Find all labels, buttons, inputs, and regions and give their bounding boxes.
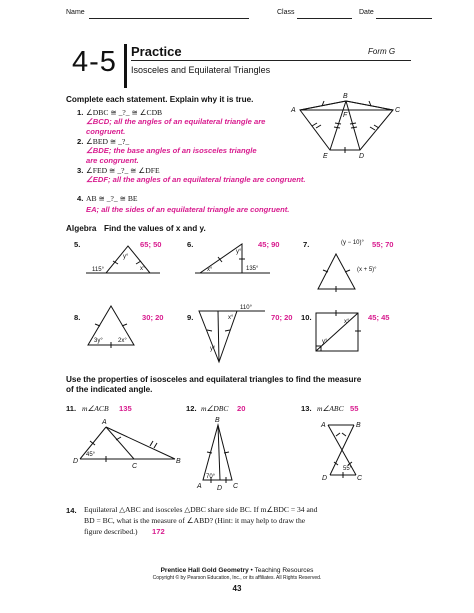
footer-title: Prentice Hall Gold Geometry: [160, 567, 249, 574]
algebra-instruction: Find the values of x and y.: [104, 224, 206, 233]
angle-label: x°: [140, 266, 146, 272]
item-statement: ∠BED ≅ _?_: [86, 137, 130, 146]
algebra-heading: Algebra: [66, 224, 97, 233]
page-number: 43: [232, 584, 242, 593]
problem-answer: 55; 70: [372, 240, 394, 249]
figure-label: F: [343, 112, 348, 119]
angle-label: 115°: [92, 267, 104, 273]
item-statement: ∠DBC ≅ _?_ ≅ ∠CDB: [86, 108, 163, 117]
problem-answer: 20: [237, 404, 246, 413]
figure-label: B: [343, 93, 348, 100]
figure-label: C: [395, 107, 401, 114]
problem-answer: 45; 45: [368, 313, 390, 322]
problem14-line1: Equilateral △ABC and isosceles △DBC share side BC. If m∠BDC = 34 and: [84, 505, 318, 514]
item-statement: ∠FED ≅ _?_ ≅ ∠DFE: [86, 166, 160, 175]
problem-angle: m∠ACB: [82, 404, 109, 413]
figure-label: D: [73, 458, 79, 465]
figure-label: B: [176, 458, 181, 465]
figure-label: C: [132, 463, 138, 470]
copyright: Copyright © by Pearson Education, Inc., or its affiliates. All Rights Reserved.: [152, 575, 322, 581]
problem14-line2: BD = BC, what is the measure of ∠ABD? (Hint: it may help to draw the: [84, 516, 306, 525]
angle-label: y°: [236, 249, 242, 255]
problem-answer: 65; 50: [140, 240, 162, 249]
angle-label: 70°: [206, 474, 216, 480]
item-number: 2.: [77, 137, 84, 146]
footer-bullet: •: [250, 567, 253, 574]
angle-label: x°: [207, 267, 213, 273]
problem-answer: 30; 20: [142, 313, 164, 322]
problem-number: 11.: [66, 404, 77, 413]
item-answer: ∠EDF; all the angles of an equilateral triangle are congruent.: [86, 175, 306, 184]
figure-label: B: [356, 422, 361, 429]
item-statement: AB ≅ _?_ ≅ BE: [86, 194, 138, 203]
angle-label: y°: [210, 346, 216, 352]
figure-label: A: [197, 483, 202, 490]
class-label: Class: [277, 9, 295, 16]
angle-label: y°: [322, 339, 328, 345]
problem-answer: 70; 20: [271, 313, 293, 322]
figure-label: B: [215, 417, 220, 424]
figure-label: D: [359, 153, 365, 160]
problem-number: 7.: [303, 240, 310, 249]
problem-answer: 55: [350, 404, 359, 413]
item-number: 1.: [77, 108, 84, 117]
part1-instruction: Complete each statement. Explain why it is true.: [66, 95, 254, 104]
part3-instruction: Use the properties of isosceles and equilateral triangles to find the measure of the indicated angle.: [66, 375, 362, 394]
page-subtitle: Isosceles and Equilateral Triangles: [131, 65, 271, 75]
figure-label: D: [217, 485, 223, 492]
figure-label: A: [291, 107, 296, 114]
figure-label: E: [323, 153, 328, 160]
angle-label: (y − 10)°: [341, 240, 364, 246]
date-label: Date: [359, 9, 374, 16]
item-answer: EA; all the sides of an equilateral triangle are congruent.: [86, 205, 290, 214]
problem-number: 8.: [74, 313, 81, 322]
figure-label: A: [102, 419, 107, 426]
problem-answer: 45; 90: [258, 240, 280, 249]
problem-number: 10.: [301, 313, 312, 322]
problem-number: 13.: [301, 404, 312, 413]
footer-subtitle: Teaching Resources: [254, 567, 314, 574]
item-number: 4.: [77, 194, 84, 203]
footer-title-row: [0, 567, 474, 574]
problem14-line3: figure described.): [84, 527, 138, 536]
problem-number: 9.: [187, 313, 194, 322]
item-answer: ∠BDE; the base angles of an isosceles triangle are congruent.: [86, 146, 257, 165]
figure-label: D: [322, 475, 328, 482]
angle-label: 3y°: [94, 338, 103, 344]
angle-label: 2x°: [118, 338, 127, 344]
problem-number: 12.: [186, 404, 197, 413]
practice-title: Practice: [131, 44, 182, 59]
angle-label: (x + 5)°: [357, 267, 377, 273]
problem-angle: m∠DBC: [201, 404, 229, 413]
problem-answer: 135: [119, 404, 132, 413]
problem-answer: 172: [152, 527, 165, 536]
lesson-number: 4-5: [72, 46, 117, 78]
angle-label: 135°: [246, 266, 259, 272]
item-number: 3.: [77, 166, 84, 175]
angle-label: x°: [228, 315, 234, 321]
problem-angle: m∠ABC: [317, 404, 344, 413]
form-label: Form G: [368, 47, 396, 56]
angle-label: x°: [344, 319, 350, 325]
figure-label: C: [233, 483, 239, 490]
problem-number: 6.: [187, 240, 194, 249]
problem-number: 14.: [66, 506, 77, 515]
figure-label: A: [321, 422, 326, 429]
figure-label: C: [357, 475, 363, 482]
angle-label: 45°: [86, 452, 96, 458]
angle-label: 110°: [240, 305, 252, 311]
angle-label: 55°: [343, 466, 353, 472]
item-answer: ∠BCD; all the angles of an equilateral triangle are congruent.: [86, 117, 266, 136]
name-label: Name: [66, 9, 85, 16]
angle-label: y°: [123, 254, 129, 260]
problem-number: 5.: [74, 240, 81, 249]
